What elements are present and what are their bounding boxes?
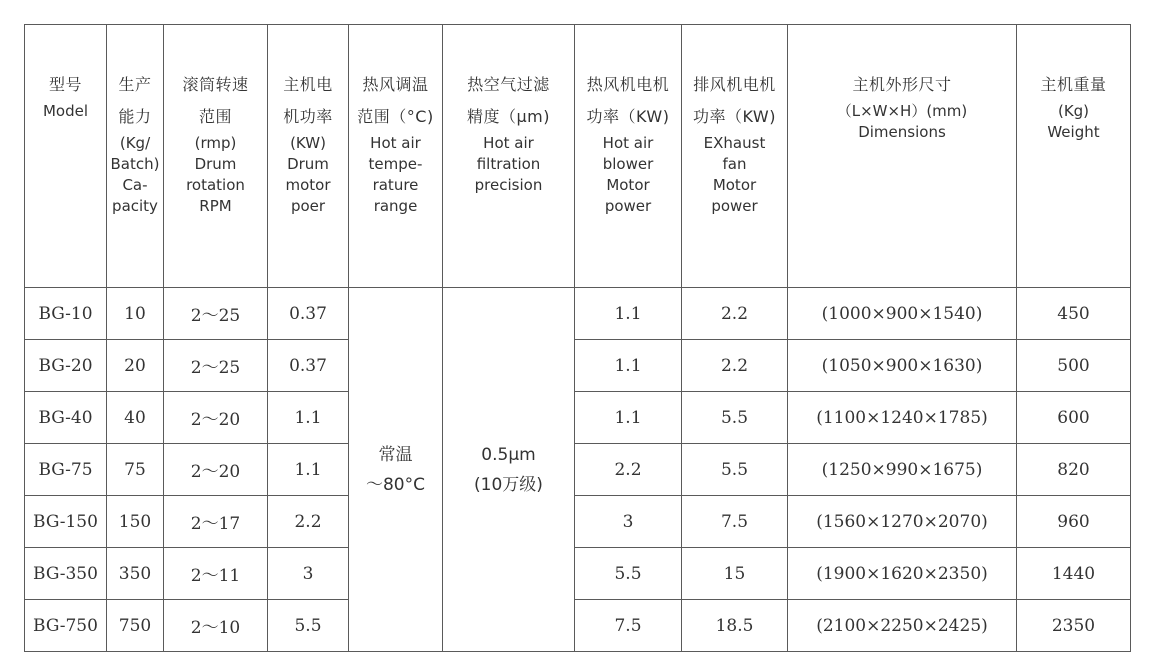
header-line: EXhaust — [703, 134, 766, 152]
table-row — [25, 340, 1131, 392]
model-cell: BG-10 — [25, 288, 107, 340]
drum-power-cell: 5.5 — [268, 600, 349, 652]
table-row — [25, 600, 1131, 652]
header-line: 功率（KW) — [586, 107, 670, 126]
header-line: blower — [602, 155, 654, 173]
dimensions-cell: (2100×2250×2425) — [788, 600, 1017, 652]
capacity-cell: 350 — [107, 548, 164, 600]
header-line: Ca- — [122, 176, 148, 194]
header-exhaust-power — [682, 25, 788, 288]
blower-power-cell: 1.1 — [575, 288, 682, 340]
filtration-cell-line: 0.5μm — [481, 444, 536, 465]
header-filtration — [443, 25, 575, 288]
model-cell: BG-20 — [25, 340, 107, 392]
drum-power-cell: 0.37 — [268, 340, 349, 392]
header-line: Motor — [712, 176, 757, 194]
header-drum-power — [268, 25, 349, 288]
rpm-cell: 2～20 — [164, 392, 268, 444]
header-line: rotation — [186, 176, 245, 194]
weight-cell: 1440 — [1017, 548, 1131, 600]
header-line: 排风机电机 — [693, 75, 776, 94]
header-line: (Kg) — [1057, 102, 1090, 120]
dimensions-cell: (1050×900×1630) — [788, 340, 1017, 392]
capacity-cell: 20 — [107, 340, 164, 392]
header-line: Model — [42, 102, 89, 120]
drum-power-cell: 3 — [268, 548, 349, 600]
exhaust-power-cell: 2.2 — [682, 288, 788, 340]
header-line: motor — [285, 176, 331, 194]
table-row — [25, 444, 1131, 496]
header-temp-range — [349, 25, 443, 288]
header-line: 机功率 — [283, 107, 333, 126]
header-line: 型号 — [48, 75, 82, 94]
header-line: RPM — [199, 197, 232, 215]
exhaust-power-cell: 7.5 — [682, 496, 788, 548]
header-line: precision — [474, 176, 543, 194]
rpm-cell: 2～17 — [164, 496, 268, 548]
blower-power-cell: 1.1 — [575, 340, 682, 392]
header-row — [25, 25, 1131, 288]
header-line: pacity — [112, 197, 158, 215]
header-blower-power — [575, 25, 682, 288]
model-cell: BG-750 — [25, 600, 107, 652]
capacity-cell: 75 — [107, 444, 164, 496]
table-row — [25, 288, 1131, 340]
capacity-cell: 150 — [107, 496, 164, 548]
header-line: Hot air — [483, 134, 534, 152]
dimensions-cell: (1560×1270×2070) — [788, 496, 1017, 548]
header-line: (rmp) — [194, 134, 237, 152]
header-line: Motor — [606, 176, 650, 194]
dimensions-cell: (1900×1620×2350) — [788, 548, 1017, 600]
header-line: filtration — [476, 155, 541, 173]
header-line: 热风机电机 — [586, 75, 670, 94]
temp-range-cell-line: 常温 — [378, 444, 413, 465]
blower-power-cell: 2.2 — [575, 444, 682, 496]
header-dimensions — [788, 25, 1017, 288]
filtration-cell-line: (10万级) — [474, 474, 543, 495]
model-cell: BG-150 — [25, 496, 107, 548]
header-line: Drum — [194, 155, 237, 173]
drum-power-cell: 1.1 — [268, 444, 349, 496]
header-line: 范围 — [198, 107, 232, 126]
rpm-cell: 2～20 — [164, 444, 268, 496]
dimensions-cell: (1250×990×1675) — [788, 444, 1017, 496]
model-cell: BG-40 — [25, 392, 107, 444]
header-line: Dimensions — [858, 123, 946, 141]
rpm-cell: 2～25 — [164, 288, 268, 340]
temp-range-cell-line: ～80°C — [365, 474, 425, 495]
header-line: 滚筒转速 — [182, 75, 249, 94]
header-line: 能力 — [118, 107, 152, 126]
exhaust-power-cell: 18.5 — [682, 600, 788, 652]
capacity-cell: 40 — [107, 392, 164, 444]
capacity-cell: 10 — [107, 288, 164, 340]
header-line: 生产 — [118, 75, 152, 94]
header-line: power — [604, 197, 652, 215]
header-line: 主机重量 — [1040, 75, 1107, 94]
weight-cell: 960 — [1017, 496, 1131, 548]
header-line: Weight — [1047, 123, 1100, 141]
header-line: 范围（°C) — [357, 107, 434, 126]
model-cell: BG-350 — [25, 548, 107, 600]
filtration-cell — [443, 288, 575, 652]
weight-cell: 2350 — [1017, 600, 1131, 652]
drum-power-cell: 2.2 — [268, 496, 349, 548]
header-weight — [1017, 25, 1131, 288]
drum-power-cell: 0.37 — [268, 288, 349, 340]
blower-power-cell: 1.1 — [575, 392, 682, 444]
temp-range-cell — [349, 288, 443, 652]
table-row — [25, 548, 1131, 600]
header-line: rature — [372, 176, 419, 194]
exhaust-power-cell: 15 — [682, 548, 788, 600]
header-line: range — [373, 197, 418, 215]
header-line: power — [711, 197, 758, 215]
drum-power-cell: 1.1 — [268, 392, 349, 444]
header-line: 精度（μm) — [466, 107, 550, 126]
weight-cell: 450 — [1017, 288, 1131, 340]
weight-cell: 600 — [1017, 392, 1131, 444]
header-line: Hot air — [602, 134, 654, 152]
dimensions-cell: (1100×1240×1785) — [788, 392, 1017, 444]
rpm-cell: 2～11 — [164, 548, 268, 600]
header-line: tempe- — [368, 155, 423, 173]
blower-power-cell: 5.5 — [575, 548, 682, 600]
blower-power-cell: 3 — [575, 496, 682, 548]
spec-table — [24, 24, 1131, 652]
weight-cell: 820 — [1017, 444, 1131, 496]
header-line: Drum — [287, 155, 329, 173]
blower-power-cell: 7.5 — [575, 600, 682, 652]
exhaust-power-cell: 2.2 — [682, 340, 788, 392]
weight-cell: 500 — [1017, 340, 1131, 392]
table-row — [25, 392, 1131, 444]
header-line: 功率（KW) — [693, 107, 776, 126]
model-cell: BG-75 — [25, 444, 107, 496]
header-line: Hot air — [370, 134, 421, 152]
table-row — [25, 496, 1131, 548]
rpm-cell: 2～10 — [164, 600, 268, 652]
header-line: 热空气过滤 — [467, 75, 550, 94]
header-capacity — [107, 25, 164, 288]
dimensions-cell: (1000×900×1540) — [788, 288, 1017, 340]
header-line: (Kg/ — [119, 134, 151, 152]
header-line: poer — [290, 197, 326, 215]
capacity-cell: 750 — [107, 600, 164, 652]
header-model — [25, 25, 107, 288]
header-line: 主机外形尺寸 — [852, 75, 952, 94]
exhaust-power-cell: 5.5 — [682, 444, 788, 496]
header-rpm — [164, 25, 268, 288]
header-line: 热风调温 — [362, 75, 429, 94]
header-line: （L×W×H）(mm) — [836, 102, 968, 120]
header-line: fan — [722, 155, 747, 173]
exhaust-power-cell: 5.5 — [682, 392, 788, 444]
rpm-cell: 2～25 — [164, 340, 268, 392]
header-line: 主机电 — [283, 75, 333, 94]
header-line: Batch) — [110, 155, 160, 173]
header-line: (KW) — [290, 134, 326, 152]
